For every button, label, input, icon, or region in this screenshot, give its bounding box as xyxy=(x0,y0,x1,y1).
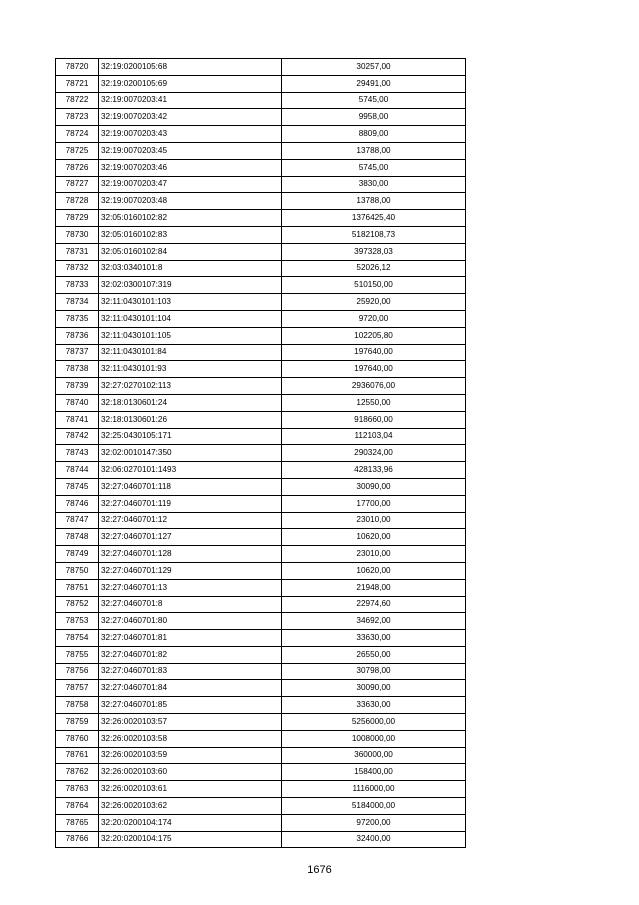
cadastral-value-cell: 13788,00 xyxy=(282,142,466,159)
cadastral-number-cell: 32:05:0160102:82 xyxy=(99,210,282,227)
table-row xyxy=(56,730,466,747)
table-row xyxy=(56,646,466,663)
cadastral-number-cell: 32:26:0020103:57 xyxy=(99,714,282,731)
table-row xyxy=(56,210,466,227)
cadastral-number-cell: 32:19:0070203:46 xyxy=(99,159,282,176)
cadastral-value-cell: 5184000,00 xyxy=(282,798,466,815)
table-row xyxy=(56,680,466,697)
cadastral-value-cell: 360000,00 xyxy=(282,747,466,764)
cadastral-number-cell: 32:19:0070203:42 xyxy=(99,109,282,126)
cadastral-number-cell: 32:27:0460701:12 xyxy=(99,512,282,529)
table-row xyxy=(56,697,466,714)
cadastral-number-cell: 32:19:0070203:43 xyxy=(99,126,282,143)
table-row xyxy=(56,310,466,327)
row-number-cell: 78762 xyxy=(56,764,99,781)
table-row xyxy=(56,529,466,546)
row-number-cell: 78749 xyxy=(56,546,99,563)
cadastral-number-cell: 32:18:0130601:26 xyxy=(99,411,282,428)
cadastral-value-cell: 1376425,40 xyxy=(282,210,466,227)
row-number-cell: 78757 xyxy=(56,680,99,697)
cadastral-number-cell: 32:27:0460701:8 xyxy=(99,596,282,613)
row-number-cell: 78753 xyxy=(56,613,99,630)
table-row xyxy=(56,798,466,815)
cadastral-value-cell: 12550,00 xyxy=(282,394,466,411)
table-row xyxy=(56,411,466,428)
row-number-cell: 78765 xyxy=(56,814,99,831)
table-row xyxy=(56,579,466,596)
cadastral-value-cell: 52026,12 xyxy=(282,260,466,277)
cadastral-number-cell: 32:05:0160102:83 xyxy=(99,226,282,243)
table-row xyxy=(56,142,466,159)
table-row xyxy=(56,478,466,495)
row-number-cell: 78729 xyxy=(56,210,99,227)
row-number-cell: 78720 xyxy=(56,59,99,76)
row-number-cell: 78742 xyxy=(56,428,99,445)
cadastral-number-cell: 32:27:0460701:85 xyxy=(99,697,282,714)
table-row xyxy=(56,512,466,529)
table-row xyxy=(56,260,466,277)
cadastral-value-cell: 397328,03 xyxy=(282,243,466,260)
table-row xyxy=(56,814,466,831)
cadastral-value-table xyxy=(55,58,466,848)
cadastral-value-cell: 34692,00 xyxy=(282,613,466,630)
cadastral-number-cell: 32:27:0460701:118 xyxy=(99,478,282,495)
row-number-cell: 78763 xyxy=(56,781,99,798)
cadastral-number-cell: 32:11:0430101:93 xyxy=(99,361,282,378)
table-row xyxy=(56,445,466,462)
cadastral-value-cell: 197640,00 xyxy=(282,344,466,361)
row-number-cell: 78744 xyxy=(56,462,99,479)
cadastral-number-cell: 32:27:0460701:129 xyxy=(99,562,282,579)
table-row xyxy=(56,546,466,563)
cadastral-value-cell: 9720,00 xyxy=(282,310,466,327)
table-row xyxy=(56,159,466,176)
cadastral-value-cell: 10620,00 xyxy=(282,562,466,579)
table-row xyxy=(56,714,466,731)
row-number-cell: 78725 xyxy=(56,142,99,159)
cadastral-value-cell: 30090,00 xyxy=(282,680,466,697)
cadastral-value-cell: 112103,04 xyxy=(282,428,466,445)
cadastral-value-cell: 32400,00 xyxy=(282,831,466,848)
row-number-cell: 78759 xyxy=(56,714,99,731)
row-number-cell: 78739 xyxy=(56,378,99,395)
table-row xyxy=(56,462,466,479)
row-number-cell: 78724 xyxy=(56,126,99,143)
table-row xyxy=(56,126,466,143)
cadastral-number-cell: 32:11:0430101:103 xyxy=(99,294,282,311)
cadastral-value-cell: 3830,00 xyxy=(282,176,466,193)
row-number-cell: 78755 xyxy=(56,646,99,663)
page-number: 1676 xyxy=(307,864,332,876)
table-row xyxy=(56,378,466,395)
row-number-cell: 78748 xyxy=(56,529,99,546)
cadastral-number-cell: 32:27:0460701:119 xyxy=(99,495,282,512)
row-number-cell: 78723 xyxy=(56,109,99,126)
row-number-cell: 78746 xyxy=(56,495,99,512)
table-row xyxy=(56,764,466,781)
table-row xyxy=(56,747,466,764)
row-number-cell: 78721 xyxy=(56,75,99,92)
table-row xyxy=(56,663,466,680)
row-number-cell: 78733 xyxy=(56,277,99,294)
row-number-cell: 78766 xyxy=(56,831,99,848)
row-number-cell: 78726 xyxy=(56,159,99,176)
cadastral-value-cell: 25920,00 xyxy=(282,294,466,311)
cadastral-number-cell: 32:02:0300107:319 xyxy=(99,277,282,294)
row-number-cell: 78722 xyxy=(56,92,99,109)
row-number-cell: 78756 xyxy=(56,663,99,680)
row-number-cell: 78737 xyxy=(56,344,99,361)
table-row xyxy=(56,176,466,193)
cadastral-value-cell: 5182108,73 xyxy=(282,226,466,243)
cadastral-number-cell: 32:27:0460701:82 xyxy=(99,646,282,663)
row-number-cell: 78747 xyxy=(56,512,99,529)
cadastral-value-cell: 428133,96 xyxy=(282,462,466,479)
cadastral-number-cell: 32:11:0430101:84 xyxy=(99,344,282,361)
cadastral-value-cell: 97200,00 xyxy=(282,814,466,831)
cadastral-value-cell: 8809,00 xyxy=(282,126,466,143)
table-row xyxy=(56,781,466,798)
cadastral-value-cell: 33630,00 xyxy=(282,630,466,647)
cadastral-value-cell: 197640,00 xyxy=(282,361,466,378)
table-row xyxy=(56,630,466,647)
cadastral-number-cell: 32:19:0070203:41 xyxy=(99,92,282,109)
cadastral-number-cell: 32:27:0460701:84 xyxy=(99,680,282,697)
cadastral-value-cell: 29491,00 xyxy=(282,75,466,92)
row-number-cell: 78752 xyxy=(56,596,99,613)
table-row xyxy=(56,831,466,848)
cadastral-value-cell: 17700,00 xyxy=(282,495,466,512)
cadastral-number-cell: 32:25:0430105:171 xyxy=(99,428,282,445)
cadastral-number-cell: 32:26:0020103:61 xyxy=(99,781,282,798)
table-row xyxy=(56,596,466,613)
cadastral-value-cell: 33630,00 xyxy=(282,697,466,714)
row-number-cell: 78735 xyxy=(56,310,99,327)
cadastral-number-cell: 32:27:0460701:80 xyxy=(99,613,282,630)
row-number-cell: 78736 xyxy=(56,327,99,344)
row-number-cell: 78734 xyxy=(56,294,99,311)
row-number-cell: 78740 xyxy=(56,394,99,411)
row-number-cell: 78745 xyxy=(56,478,99,495)
cadastral-value-cell: 10620,00 xyxy=(282,529,466,546)
table-row xyxy=(56,327,466,344)
cadastral-number-cell: 32:26:0020103:58 xyxy=(99,730,282,747)
cadastral-number-cell: 32:19:0070203:45 xyxy=(99,142,282,159)
cadastral-number-cell: 32:27:0460701:128 xyxy=(99,546,282,563)
cadastral-number-cell: 32:20:0200104:174 xyxy=(99,814,282,831)
cadastral-number-cell: 32:19:0070203:47 xyxy=(99,176,282,193)
cadastral-number-cell: 32:19:0200105:69 xyxy=(99,75,282,92)
row-number-cell: 78730 xyxy=(56,226,99,243)
cadastral-number-cell: 32:27:0270102:113 xyxy=(99,378,282,395)
cadastral-value-cell: 2936076,00 xyxy=(282,378,466,395)
cadastral-value-cell: 30257,00 xyxy=(282,59,466,76)
row-number-cell: 78764 xyxy=(56,798,99,815)
table-row xyxy=(56,92,466,109)
cadastral-value-cell: 918660,00 xyxy=(282,411,466,428)
cadastral-value-cell: 30090,00 xyxy=(282,478,466,495)
cadastral-number-cell: 32:26:0020103:60 xyxy=(99,764,282,781)
row-number-cell: 78741 xyxy=(56,411,99,428)
cadastral-number-cell: 32:05:0160102:84 xyxy=(99,243,282,260)
cadastral-value-cell: 5745,00 xyxy=(282,159,466,176)
cadastral-value-cell: 13788,00 xyxy=(282,193,466,210)
cadastral-number-cell: 32:27:0460701:13 xyxy=(99,579,282,596)
cadastral-value-cell: 1116000,00 xyxy=(282,781,466,798)
table-row xyxy=(56,75,466,92)
table-row xyxy=(56,562,466,579)
cadastral-number-cell: 32:19:0200105:68 xyxy=(99,59,282,76)
cadastral-value-cell: 21948,00 xyxy=(282,579,466,596)
cadastral-value-cell: 23010,00 xyxy=(282,546,466,563)
row-number-cell: 78750 xyxy=(56,562,99,579)
cadastral-number-cell: 32:27:0460701:127 xyxy=(99,529,282,546)
table-row xyxy=(56,495,466,512)
cadastral-number-cell: 32:11:0430101:105 xyxy=(99,327,282,344)
table-body xyxy=(56,59,466,848)
cadastral-value-cell: 510150,00 xyxy=(282,277,466,294)
table-row xyxy=(56,277,466,294)
cadastral-value-cell: 23010,00 xyxy=(282,512,466,529)
table-row xyxy=(56,361,466,378)
table-row xyxy=(56,613,466,630)
cadastral-value-cell: 22974,60 xyxy=(282,596,466,613)
table-row xyxy=(56,428,466,445)
row-number-cell: 78738 xyxy=(56,361,99,378)
cadastral-number-cell: 32:03:0340101:8 xyxy=(99,260,282,277)
table-row xyxy=(56,193,466,210)
cadastral-number-cell: 32:26:0020103:62 xyxy=(99,798,282,815)
table-row xyxy=(56,243,466,260)
cadastral-value-cell: 9958,00 xyxy=(282,109,466,126)
table-row xyxy=(56,394,466,411)
cadastral-value-cell: 30798,00 xyxy=(282,663,466,680)
row-number-cell: 78727 xyxy=(56,176,99,193)
table-row xyxy=(56,226,466,243)
row-number-cell: 78728 xyxy=(56,193,99,210)
cadastral-number-cell: 32:20:0200104:175 xyxy=(99,831,282,848)
row-number-cell: 78743 xyxy=(56,445,99,462)
table-row xyxy=(56,59,466,76)
row-number-cell: 78761 xyxy=(56,747,99,764)
cadastral-number-cell: 32:27:0460701:81 xyxy=(99,630,282,647)
table-row xyxy=(56,294,466,311)
cadastral-value-cell: 5256000,00 xyxy=(282,714,466,731)
cadastral-value-cell: 158400,00 xyxy=(282,764,466,781)
table-row xyxy=(56,344,466,361)
cadastral-value-cell: 1008000,00 xyxy=(282,730,466,747)
table-row xyxy=(56,109,466,126)
row-number-cell: 78754 xyxy=(56,630,99,647)
cadastral-number-cell: 32:11:0430101:104 xyxy=(99,310,282,327)
cadastral-value-cell: 26550,00 xyxy=(282,646,466,663)
cadastral-value-cell: 102205,80 xyxy=(282,327,466,344)
row-number-cell: 78732 xyxy=(56,260,99,277)
cadastral-value-cell: 5745,00 xyxy=(282,92,466,109)
row-number-cell: 78760 xyxy=(56,730,99,747)
cadastral-number-cell: 32:19:0070203:48 xyxy=(99,193,282,210)
cadastral-number-cell: 32:18:0130601:24 xyxy=(99,394,282,411)
row-number-cell: 78751 xyxy=(56,579,99,596)
cadastral-number-cell: 32:06:0270101:1493 xyxy=(99,462,282,479)
row-number-cell: 78731 xyxy=(56,243,99,260)
cadastral-number-cell: 32:02:0010147:350 xyxy=(99,445,282,462)
cadastral-value-cell: 290324,00 xyxy=(282,445,466,462)
row-number-cell: 78758 xyxy=(56,697,99,714)
cadastral-number-cell: 32:26:0020103:59 xyxy=(99,747,282,764)
cadastral-number-cell: 32:27:0460701:83 xyxy=(99,663,282,680)
